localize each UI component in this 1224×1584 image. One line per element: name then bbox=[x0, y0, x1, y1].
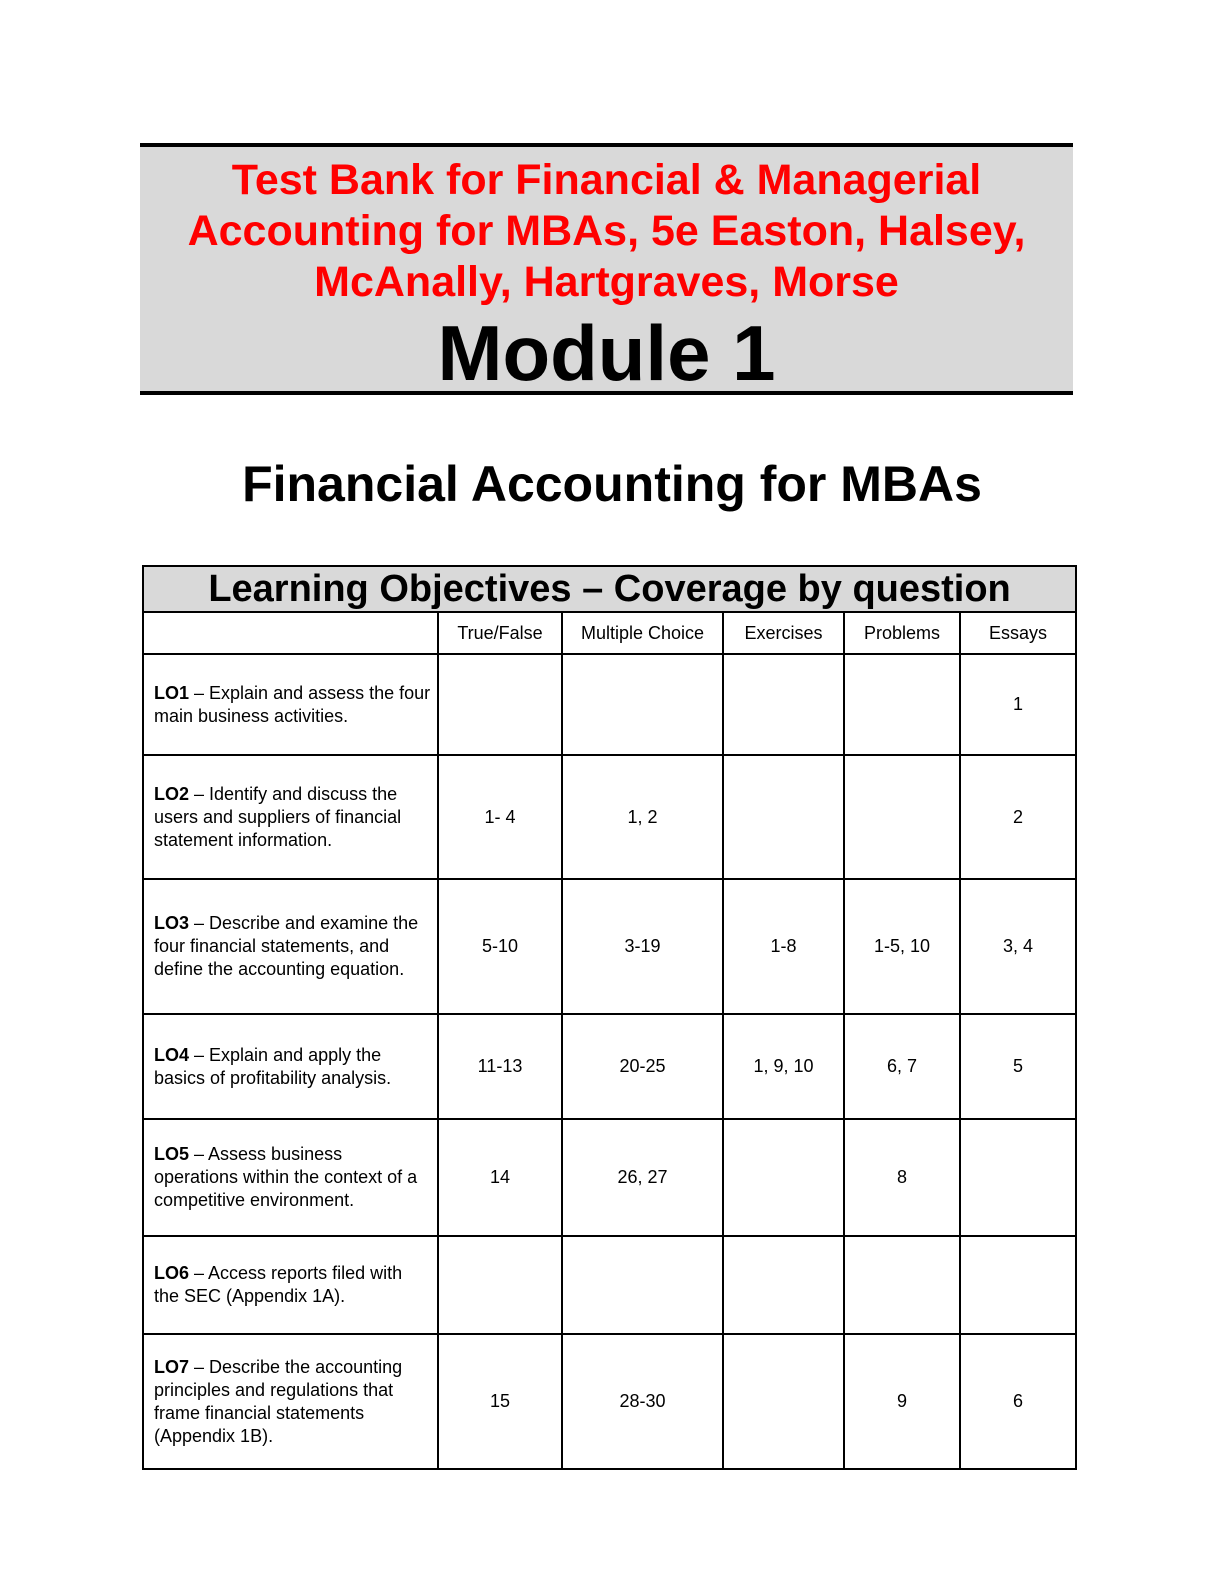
coverage-cell: 11-13 bbox=[438, 1014, 562, 1119]
coverage-cell bbox=[562, 654, 723, 755]
column-header: True/False bbox=[438, 612, 562, 654]
column-header: Exercises bbox=[723, 612, 844, 654]
coverage-cell: 8 bbox=[844, 1119, 960, 1236]
coverage-cell bbox=[844, 654, 960, 755]
objective-code: LO6 bbox=[154, 1263, 190, 1283]
coverage-cell: 20-25 bbox=[562, 1014, 723, 1119]
objective-description: – Assess business operations within the context of a competitive environment. bbox=[154, 1144, 418, 1210]
coverage-cell: 6 bbox=[960, 1334, 1076, 1469]
objective-cell bbox=[143, 654, 438, 755]
module-heading: Module 1 bbox=[437, 309, 776, 397]
objective-code: LO1 bbox=[154, 682, 190, 703]
coverage-cell bbox=[723, 1119, 844, 1236]
table-row bbox=[143, 1334, 1076, 1469]
title-line: Accounting for MBAs, 5e Easton, Halsey, bbox=[187, 207, 1026, 255]
learning-objectives-table bbox=[142, 565, 1077, 1470]
table-row bbox=[143, 1014, 1076, 1119]
coverage-cell: 5-10 bbox=[438, 879, 562, 1014]
table-row bbox=[143, 1119, 1076, 1236]
coverage-cell: 1- 4 bbox=[438, 755, 562, 879]
coverage-cell: 3-19 bbox=[562, 879, 723, 1014]
coverage-cell: 1, 9, 10 bbox=[723, 1014, 844, 1119]
coverage-cell: 3, 4 bbox=[960, 879, 1076, 1014]
objective-cell bbox=[143, 1119, 438, 1236]
objective-description: – Identify and discuss the users and suppliers of financial statement information. bbox=[154, 783, 402, 850]
table-row bbox=[143, 755, 1076, 879]
objective-cell bbox=[143, 755, 438, 879]
column-header: Problems bbox=[844, 612, 960, 654]
coverage-cell bbox=[960, 1119, 1076, 1236]
objective-code: LO3 bbox=[154, 913, 190, 933]
objective-description: – Explain and assess the four main business activities. bbox=[154, 682, 431, 726]
column-header: Essays bbox=[960, 612, 1076, 654]
coverage-cell bbox=[844, 1236, 960, 1334]
coverage-cell: 1-5, 10 bbox=[844, 879, 960, 1014]
objective-code: LO2 bbox=[154, 783, 190, 804]
title-line: McAnally, Hartgraves, Morse bbox=[314, 258, 899, 306]
coverage-cell: 2 bbox=[960, 755, 1076, 879]
table-header-row bbox=[143, 612, 1076, 654]
coverage-cell bbox=[844, 755, 960, 879]
objective-code: LO5 bbox=[154, 1144, 190, 1164]
objective-cell bbox=[143, 1014, 438, 1119]
objective-code: LO7 bbox=[154, 1356, 190, 1377]
objective-code: LO4 bbox=[154, 1044, 190, 1065]
objective-cell bbox=[143, 1334, 438, 1469]
objective-cell bbox=[143, 879, 438, 1014]
objective-description: – Describe the accounting principles and regulations that frame financial statements (Appendix 1B). bbox=[154, 1356, 403, 1446]
title-banner bbox=[140, 143, 1073, 395]
coverage-cell: 1, 2 bbox=[562, 755, 723, 879]
coverage-cell bbox=[723, 1236, 844, 1334]
objective-description: – Explain and apply the basics of profitability analysis. bbox=[154, 1044, 392, 1088]
page-subtitle: Financial Accounting for MBAs bbox=[242, 456, 982, 512]
coverage-cell bbox=[723, 1334, 844, 1469]
coverage-cell bbox=[723, 654, 844, 755]
coverage-cell bbox=[438, 654, 562, 755]
coverage-cell bbox=[438, 1236, 562, 1334]
coverage-cell: 26, 27 bbox=[562, 1119, 723, 1236]
table-row bbox=[143, 1236, 1076, 1334]
coverage-cell: 28-30 bbox=[562, 1334, 723, 1469]
objective-description: – Describe and examine the four financial statements, and define the accounting equation. bbox=[154, 913, 419, 979]
coverage-cell: 6, 7 bbox=[844, 1014, 960, 1119]
coverage-cell: 14 bbox=[438, 1119, 562, 1236]
title-line: Test Bank for Financial & Managerial bbox=[231, 156, 982, 204]
coverage-cell bbox=[723, 755, 844, 879]
table-row bbox=[143, 654, 1076, 755]
objective-description: – Access reports filed with the SEC (Appendix 1A). bbox=[154, 1263, 403, 1306]
document-title bbox=[140, 155, 1073, 308]
coverage-cell: 15 bbox=[438, 1334, 562, 1469]
coverage-cell: 1-8 bbox=[723, 879, 844, 1014]
coverage-cell bbox=[960, 1236, 1076, 1334]
coverage-cell: 1 bbox=[960, 654, 1076, 755]
column-header bbox=[143, 612, 438, 654]
coverage-cell: 5 bbox=[960, 1014, 1076, 1119]
coverage-cell: 9 bbox=[844, 1334, 960, 1469]
objective-cell bbox=[143, 1236, 438, 1334]
table-caption: Learning Objectives – Coverage by question bbox=[143, 566, 1076, 612]
coverage-cell bbox=[562, 1236, 723, 1334]
column-header: Multiple Choice bbox=[562, 612, 723, 654]
table-row bbox=[143, 879, 1076, 1014]
